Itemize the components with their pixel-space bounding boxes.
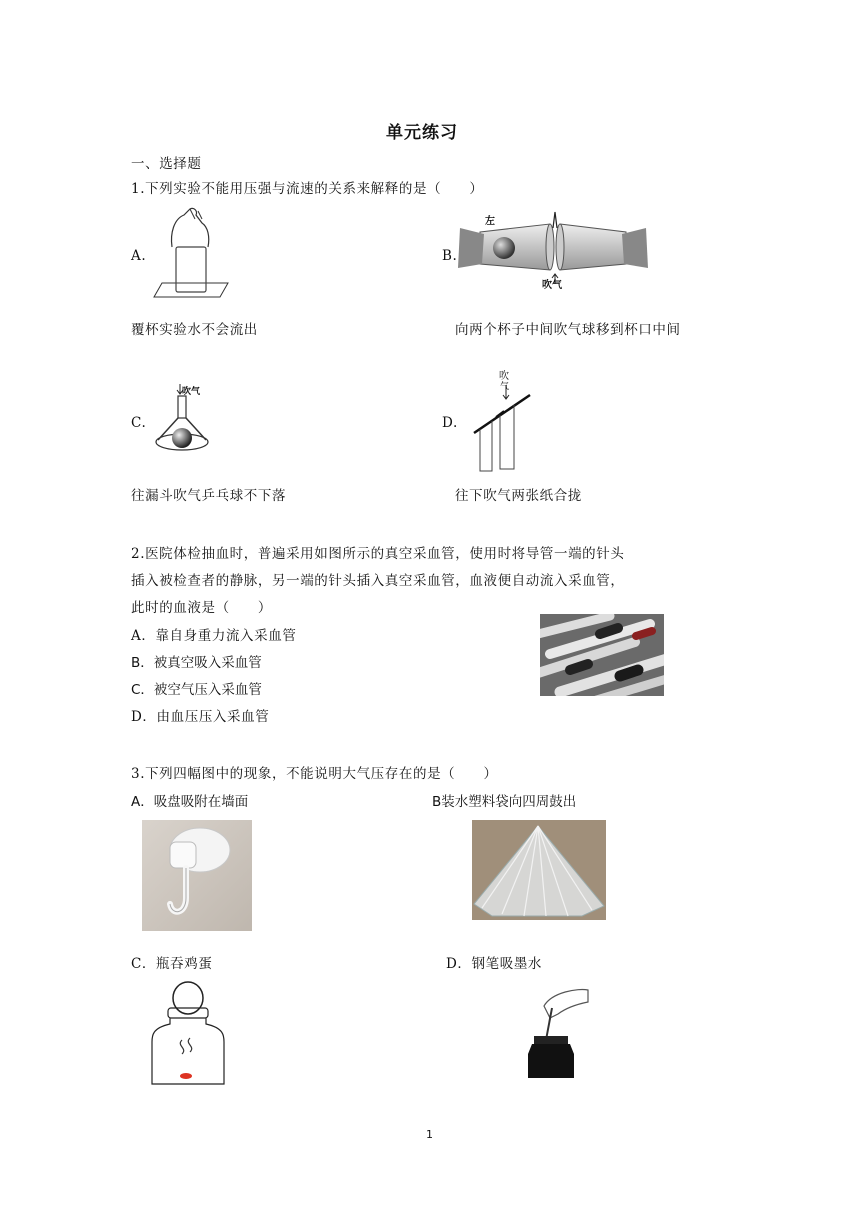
q3-option-c: C．瓶吞鸡蛋 xyxy=(131,956,213,972)
question-2-line-3: 此时的血液是（ ） xyxy=(131,600,272,616)
q2-option-a: A．靠自身重力流入采血管 xyxy=(131,628,297,644)
q1-option-c-caption: 往漏斗吹气乒乓球不下落 xyxy=(131,488,287,504)
q2-option-c: C．被空气压入采血管 xyxy=(131,682,262,698)
section-heading: 一、选择题 xyxy=(131,156,202,172)
q1-option-d-caption: 往下吹气两张纸合拢 xyxy=(455,488,582,504)
label-left: 左 xyxy=(485,216,495,227)
q2-option-b: B．被真空吸入采血管 xyxy=(131,655,262,671)
q2-option-d: D．由血压压入采血管 xyxy=(131,709,270,725)
label-blow-d1: 吹 xyxy=(499,371,509,382)
fountain-pen-ink-figure xyxy=(522,984,592,1082)
label-blow-d2: 气 xyxy=(500,382,510,392)
blood-tubes-photo xyxy=(540,614,664,696)
question-3-stem: 3.下列四幅图中的现象，不能说明大气压存在的是（ ） xyxy=(131,766,498,782)
q1-option-a-caption: 覆杯实验水不会流出 xyxy=(131,322,258,338)
q1-option-d-letter: D. xyxy=(442,415,458,431)
bottle-egg-figure xyxy=(146,980,230,1088)
cup-inverted-figure xyxy=(150,205,230,300)
q3-option-d: D．钢笔吸墨水 xyxy=(446,956,543,972)
q1-option-c-letter: C. xyxy=(131,415,147,431)
q1-option-b-letter: B. xyxy=(442,248,458,264)
q3-option-a: A．吸盘吸附在墙面 xyxy=(131,794,249,810)
suction-hook-photo xyxy=(142,820,252,931)
question-2-line-1: 2.医院体检抽血时，普遍采用如图所示的真空采血管，使用时将导管一端的针头 xyxy=(131,546,625,562)
page-title: 单元练习 xyxy=(386,123,458,143)
label-blow-b: 吹气 xyxy=(542,280,562,291)
question-2-line-2: 插入被检查者的静脉，另一端的针头插入真空采血管，血液便自动流入采血管， xyxy=(131,573,625,589)
q1-option-a-letter: A. xyxy=(131,248,147,264)
question-1-stem: 1.下列实验不能用压强与流速的关系来解释的是（ ） xyxy=(131,181,484,197)
water-bag-photo xyxy=(472,820,606,920)
q3-option-b: B装水塑料袋向四周鼓出 xyxy=(432,794,577,810)
q1-option-b-caption: 向两个杯子中间吹气球移到杯口中间 xyxy=(455,322,681,338)
page-number: 1 xyxy=(426,1128,433,1141)
label-blow-c: 吹气 xyxy=(182,387,201,397)
